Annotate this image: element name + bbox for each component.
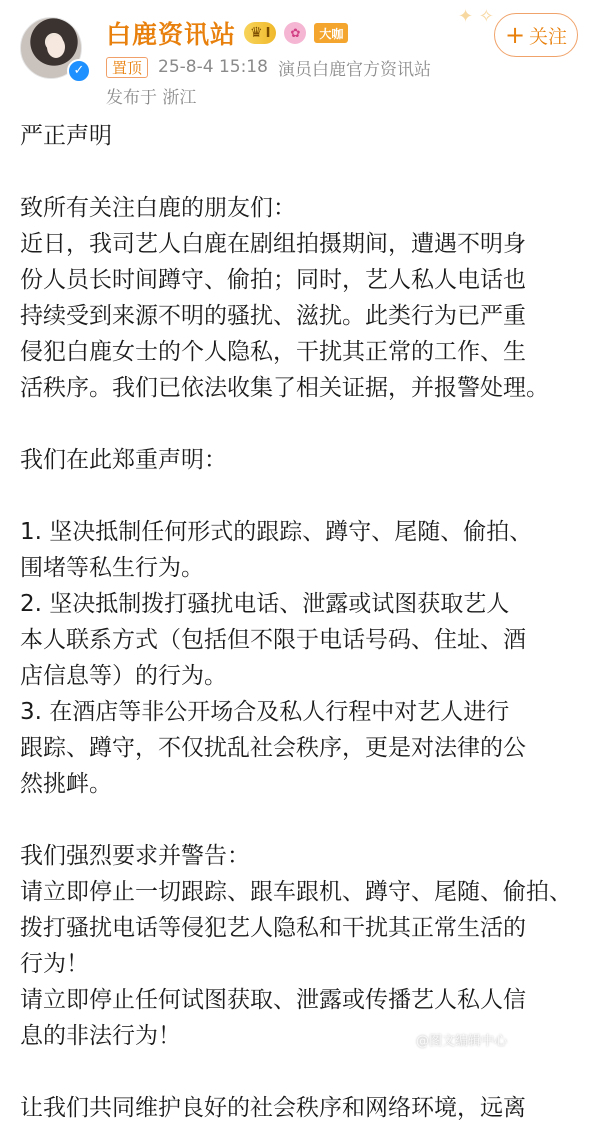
post-header: [0, 0, 600, 118]
big-badge[interactable]: 大咖: [314, 23, 348, 43]
post-text-line: 请立即停止任何试图获取、泄露或传播艺人私人信: [20, 987, 526, 1013]
follow-label: 关注: [529, 25, 568, 48]
name-row: [106, 16, 348, 50]
avatar-face: [47, 36, 65, 58]
blank-line: [20, 1054, 590, 1090]
post-text-line: 持续受到来源不明的骚扰、滋扰。此类行为已严重: [20, 303, 526, 329]
user-name[interactable]: 白鹿资讯站: [106, 20, 237, 49]
post-text-line: 然挑衅。: [20, 771, 112, 797]
post-content: [20, 118, 590, 1126]
post-text-line: 活秩序。我们已依法收集了相关证据，并报警处理。: [20, 375, 549, 401]
plus-icon: +: [504, 21, 526, 49]
post-location: 发布于 浙江: [106, 88, 197, 108]
post-text-line: 息的非法行为！: [20, 1023, 181, 1049]
post-text-line: 近日，我司艺人白鹿在剧组拍摄期间，遭遇不明身: [20, 231, 526, 257]
post-text-line: 我们在此郑重声明：: [20, 447, 227, 473]
post-text-line: 我们强烈要求并警告：: [20, 843, 250, 869]
watermark: @图文编辑中心: [416, 1034, 508, 1049]
blank-line: [20, 406, 590, 442]
post-text-line: 份人员长时间蹲守、偷拍；同时，艺人私人电话也: [20, 267, 526, 293]
blank-line: [20, 802, 590, 838]
post-text-line: 侵犯白鹿女士的个人隐私，干扰其正常的工作、生: [20, 339, 526, 365]
meta-row: [106, 54, 431, 80]
blank-line: [20, 478, 590, 514]
follow-button[interactable]: [494, 13, 578, 57]
fan-badge-icon[interactable]: ✿: [284, 22, 306, 44]
post-text-line: 严正声明: [20, 123, 112, 149]
post-time: 25-8-4 15:18: [158, 57, 268, 77]
post-text-line: 跟踪、蹲守，不仅扰乱社会秩序，更是对法律的公: [20, 735, 526, 761]
decoration-stars-icon: ✦ ✧: [458, 6, 494, 27]
post-text-line: 让我们共同维护良好的社会秩序和网络环境，远离: [20, 1095, 526, 1121]
post-text-line: 致所有关注白鹿的朋友们：: [20, 195, 296, 221]
blank-line: [20, 154, 590, 190]
post-source[interactable]: 演员白鹿官方资讯站: [277, 59, 431, 80]
crown-icon: ♛: [250, 25, 263, 41]
verified-icon: ✓: [67, 59, 91, 83]
level-label: I: [265, 25, 271, 41]
post-text-line: 2. 坚决抵制拨打骚扰电话、泄露或试图获取艺人: [20, 591, 510, 617]
post-text-line: 店信息等）的行为。: [20, 663, 227, 689]
post-text-line: 请立即停止一切跟踪、跟车跟机、蹲守、尾随、偷拍、: [20, 879, 572, 905]
post-text-line: 围堵等私生行为。: [20, 555, 204, 581]
pinned-tag: 置顶: [106, 57, 148, 78]
post-text-line: 拨打骚扰电话等侵犯艺人隐私和干扰其正常生活的: [20, 915, 526, 941]
post-text-line: 3. 在酒店等非公开场合及私人行程中对艺人进行: [20, 699, 510, 725]
post-text-line: 本人联系方式（包括但不限于电话号码、住址、酒: [20, 627, 526, 653]
membership-badge[interactable]: [244, 22, 276, 44]
post-text-line: 1. 坚决抵制任何形式的跟踪、蹲守、尾随、偷拍、: [20, 519, 533, 545]
post-text-line: 行为！: [20, 951, 89, 977]
